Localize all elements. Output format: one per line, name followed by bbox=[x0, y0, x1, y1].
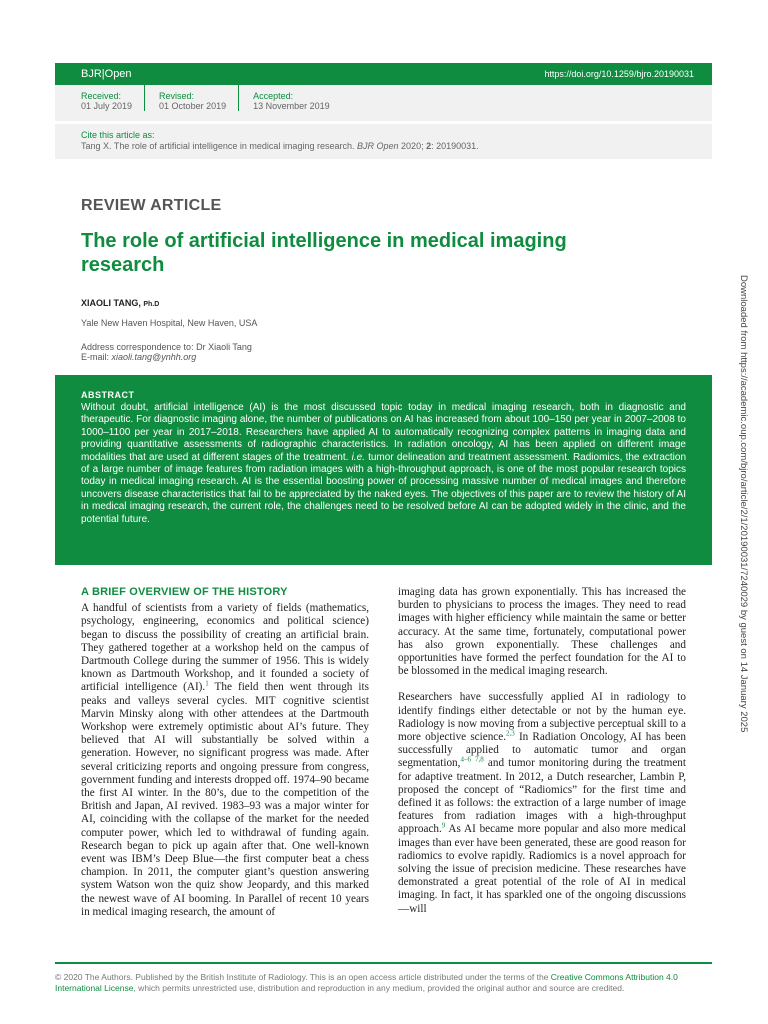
abstract-part: tumor delineation and treatment assessment. Radiomics, the extraction of a large number of image features from radiation images with a high-throughput approach, is one of the most popular research topics today in medical imaging research. AI is the essential boosting power of processing massive number of medical images and therefore uncovers disease characteristics that fail to be appreciated by the naked eyes. The objectives of this paper are to review the history of AI in medical imaging research, the current role, the challenges need to be resolved before AI can be adopted widely in the clinic, and the potential future. bbox=[81, 451, 687, 525]
cite-label: Cite this article as: bbox=[81, 130, 155, 140]
date-label: Received: bbox=[81, 91, 122, 101]
reference-link[interactable]: 9 bbox=[441, 821, 446, 830]
paragraph bbox=[81, 602, 369, 919]
paragraph-text: As AI became more popular and also more medical images than ever have been generated, these are good reason for radiomics to evolve rapidly. Radiomics is a novel approach for solving the issue of precision medicine. These researches have demonstrated a great potential of the role of AI in medical imaging. In fact, it has sparkled one of the ongoing discussions—will bbox=[398, 823, 686, 915]
footer-text: , which permits unrestricted use, distribution and reproduction in any medium, provided the original author and source are credited. bbox=[133, 983, 625, 993]
footer-text: © 2020 The Authors. Published by the British Institute of Radiology. This is an open access article distributed under the terms of the bbox=[55, 972, 549, 982]
date-value: 01 July 2019 bbox=[81, 101, 133, 111]
abstract-part: Without doubt, artificial intelligence (AI) is the most discussed topic today in medical imaging research, both in diagnostic and therapeutic. For diagnostic imaging alone, the number of publications on AI has increased from about 100–150 per year in 2007–2008 to 1000–1100 per year in 2017–2018. Researchers have applied AI to automatically recognizing complex patterns in imaging data and providing quantitative assessments of radiographic characteristics. In radiation oncology, AI has been applied on different image modalities that are used at different stages of the treatment. bbox=[81, 402, 686, 463]
cite-text-main: Tang X. The role of artificial intelligence in medical imaging research. bbox=[81, 141, 355, 151]
article-type: REVIEW ARTICLE bbox=[81, 197, 222, 214]
license-link[interactable]: Creative Commons Attribution 4.0 International License bbox=[55, 972, 678, 993]
section-heading: A BRIEF OVERVIEW OF THE HISTORY bbox=[81, 586, 288, 598]
download-notice: Downloaded from https://academic.oup.com/bjro/article/2/1/20190031/7240029 by guest on 14 January 2025 bbox=[738, 275, 749, 733]
paragraph-text: In Radiation Oncology, AI has been successfully applied to automatic tumor and organ segmentation, bbox=[398, 731, 686, 770]
author bbox=[81, 298, 159, 308]
download-sidebar bbox=[738, 275, 755, 745]
license-footer bbox=[55, 962, 712, 994]
affiliation: Yale New Haven Hospital, New Haven, USA bbox=[81, 318, 258, 328]
cite-journal: BJR Open bbox=[357, 141, 399, 151]
author-name: XIAOLI TANG, bbox=[81, 298, 141, 308]
paragraph: imaging data has grown exponentially. This has increased the burden to physicians to process the images. They need to read images with higher efficiency while maintain the same or better accuracy. At the same time, fortunately, computational power has also grown exponentially. These challenges and opportunities have formed the perfect foundation for the AI to be blossomed in the medical imaging research. bbox=[398, 586, 686, 678]
paragraph-text: The field then went through its peaks and valleys several cycles. MIT cognitive scientist Marvin Minsky along with other attendees at the Dartmouth Workshop were extremely optimistic about AI’s future. They believed that AI will substantially be solved within a generation. However, no significant progress was made. After several criticizing reports and ongoing pressure from congress, government funding and interests dropped off. 1974–90 became the first AI winter. In the 80’s, due to the competition of the British and Japan, AI revived. 1983–93 was a major winter for AI, coinciding with the collapse of the market for the needed computer power, which led to withdrawal of funding again. Research began to pick up again after that. One well-known event was IBM’s Deep Blue—the first computer beat a chess champion. In 2011, the computer giant’s question answering system Watson won the quiz show Jeopardy, and this marked the newest wave of AI booming. In Parallel of recent 10 years in medical imaging research, the amount of bbox=[81, 681, 369, 918]
email-label: E-mail: bbox=[81, 352, 110, 362]
cite-pages: : 20190031. bbox=[431, 141, 479, 151]
paragraph-text: and tumor monitoring during the treatment for adaptive treatment. In 2012, a Dutch researcher, Lambin P, proposed the concept of “Radiomics” for the first time and defined it as follows: the extraction of a large number of image features from radiation images with a high-throughput approach. bbox=[398, 757, 687, 836]
left-column bbox=[81, 586, 369, 919]
date-received bbox=[81, 85, 145, 111]
email-link[interactable]: xiaoli.tang@ynhh.org bbox=[111, 352, 197, 362]
paragraph-text: A handful of scientists from a variety of fields (mathematics, psychology, engineering, economics and political science) began to discuss the possibility of creating an artificial brain. They gathered together at a workshop held on the campus of Dartmouth College during the summer of 1956. This is widely known as Dartmouth Workshop, and it founded a society of artificial intelligence (AI). bbox=[81, 602, 369, 694]
cite-year: 2020; bbox=[401, 141, 424, 151]
correspondence bbox=[81, 342, 252, 362]
email-line bbox=[81, 352, 252, 362]
abstract-box bbox=[55, 375, 712, 565]
reference-link[interactable]: 4–6 bbox=[460, 755, 471, 764]
paragraph-text: Researchers have successfully applied AI in radiology to identify findings either detectable or not by the human eye. Radiology is now moving from a subjective perceptual skill to a more objective science. bbox=[398, 691, 686, 744]
cite-box bbox=[55, 124, 712, 159]
date-value: 01 October 2019 bbox=[159, 101, 227, 111]
abstract-text bbox=[81, 402, 686, 526]
right-column bbox=[398, 586, 686, 916]
abstract-ie: i.e. bbox=[351, 451, 365, 463]
date-label: Revised: bbox=[159, 91, 195, 101]
cite-volume: 2 bbox=[426, 141, 432, 151]
article-title: The role of artificial intelligence in medical imaging research bbox=[81, 230, 567, 276]
doi-link[interactable]: https://doi.org/10.1259/bjro.20190031 bbox=[544, 69, 694, 79]
abstract-heading: ABSTRACT bbox=[81, 390, 135, 400]
date-value: 13 November 2019 bbox=[253, 101, 330, 111]
reference-link[interactable]: 1 bbox=[205, 679, 209, 688]
date-accepted bbox=[247, 85, 342, 111]
date-revised bbox=[153, 85, 239, 111]
cite-text bbox=[81, 141, 686, 152]
correspondence-text: Address correspondence to: Dr Xiaoli Tang bbox=[81, 342, 252, 352]
author-degree: Ph.D bbox=[143, 301, 160, 308]
journal-banner bbox=[55, 63, 712, 85]
paragraph bbox=[398, 691, 686, 915]
reference-link[interactable]: 7,8 bbox=[475, 755, 484, 764]
date-label: Accepted: bbox=[253, 91, 294, 101]
dates-bar bbox=[55, 85, 712, 121]
journal-name: BJR|Open bbox=[81, 68, 132, 80]
reference-link[interactable]: 2,3 bbox=[506, 729, 515, 738]
